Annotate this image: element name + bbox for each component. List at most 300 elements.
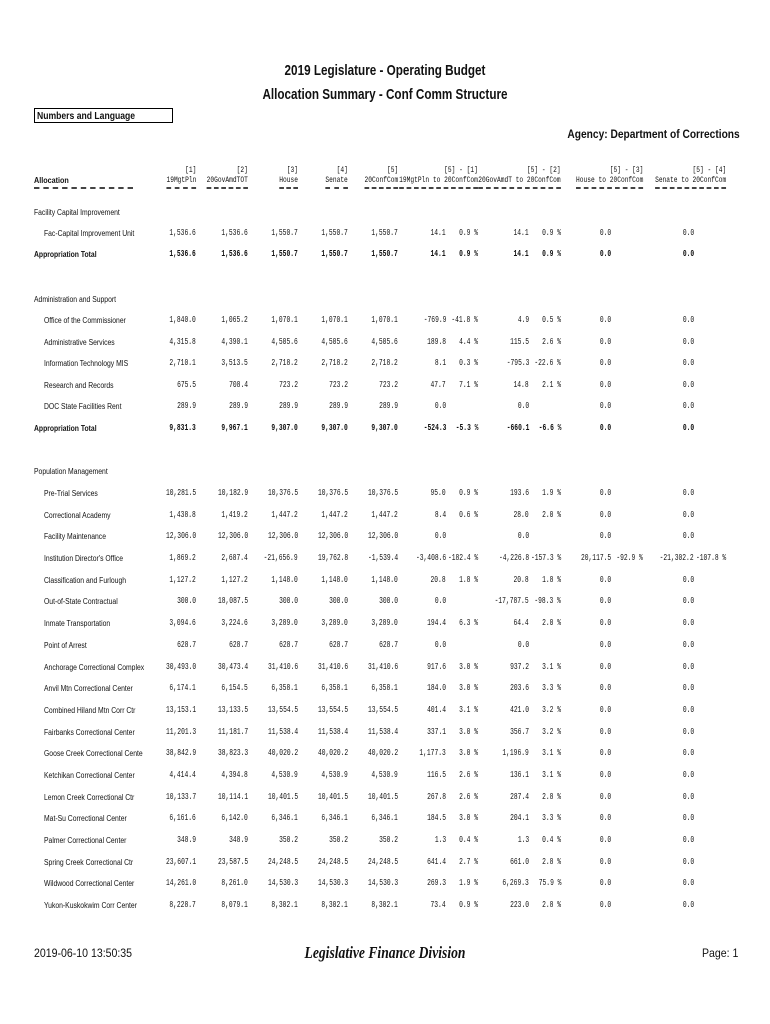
table-cell: 3.0 % bbox=[459, 813, 478, 823]
table-cell: 0.0 bbox=[682, 835, 694, 845]
table-cell: 10,401.5 bbox=[317, 792, 348, 802]
table-cell: 2.8 % bbox=[542, 900, 561, 910]
table-cell: 3.0 % bbox=[459, 748, 478, 758]
table-cell: 47.7 bbox=[430, 380, 446, 390]
table-cell: -524.3 bbox=[423, 423, 446, 433]
table-cell: 675.5 bbox=[177, 380, 196, 390]
table-cell: 0.0 bbox=[599, 249, 611, 259]
section-heading: Population Management bbox=[34, 467, 108, 476]
column-header bbox=[576, 166, 643, 189]
table-cell: -6.6 % bbox=[538, 423, 561, 433]
table-cell: -17,787.5 bbox=[494, 596, 529, 606]
table-cell: 0.0 bbox=[599, 228, 611, 238]
table-cell: 31,410.6 bbox=[367, 662, 398, 672]
table-cell: 6.3 % bbox=[459, 618, 478, 628]
table-cell: 12,306.0 bbox=[267, 531, 298, 541]
table-cell: 0.0 bbox=[599, 380, 611, 390]
table-cell: 0.0 bbox=[599, 618, 611, 628]
table-cell: 2.6 % bbox=[459, 770, 478, 780]
table-cell: 204.1 bbox=[510, 813, 529, 823]
table-cell: 0.0 bbox=[599, 792, 611, 802]
table-cell: 4,315.8 bbox=[169, 337, 196, 347]
table-cell: 337.1 bbox=[427, 727, 446, 737]
table-cell: 11,538.4 bbox=[267, 727, 298, 737]
table-cell: 4,390.1 bbox=[221, 337, 248, 347]
table-cell: 300.0 bbox=[177, 596, 196, 606]
table-cell: 4,505.6 bbox=[321, 337, 348, 347]
allocation-label: Mat-Su Correctional Center bbox=[44, 814, 127, 823]
table-cell: 0.9 % bbox=[459, 249, 478, 259]
table-cell: 0.0 bbox=[599, 423, 611, 433]
table-cell: 116.5 bbox=[427, 770, 446, 780]
table-cell: 1,196.9 bbox=[502, 748, 529, 758]
table-cell: 8,228.7 bbox=[169, 900, 196, 910]
appropriation-total-label: Appropriation Total bbox=[34, 250, 97, 259]
table-cell: 628.7 bbox=[229, 640, 248, 650]
table-cell: 1,869.2 bbox=[169, 553, 196, 563]
table-cell: 6,358.1 bbox=[321, 683, 348, 693]
table-cell: 4,505.6 bbox=[371, 337, 398, 347]
table-cell: 12,306.0 bbox=[367, 531, 398, 541]
table-cell: 0.0 bbox=[599, 770, 611, 780]
column-header bbox=[326, 166, 348, 189]
table-cell: 20,117.5 bbox=[580, 553, 611, 563]
table-cell: 350.2 bbox=[379, 835, 398, 845]
table-cell: 4,394.8 bbox=[221, 770, 248, 780]
table-cell: -157.3 % bbox=[530, 553, 561, 563]
table-cell: 13,153.1 bbox=[165, 705, 196, 715]
column-header bbox=[279, 166, 298, 189]
table-cell: 1.3 bbox=[434, 835, 446, 845]
table-cell: 30,493.0 bbox=[165, 662, 196, 672]
allocation-label: Anchorage Correctional Complex bbox=[44, 663, 145, 672]
table-cell: 10,376.5 bbox=[367, 488, 398, 498]
column-header-number: [1] bbox=[184, 166, 196, 175]
table-cell: 0.3 % bbox=[459, 358, 478, 368]
table-cell: 31,410.6 bbox=[317, 662, 348, 672]
table-cell: 18,087.5 bbox=[217, 596, 248, 606]
column-header bbox=[207, 166, 248, 189]
table-cell: 8,261.0 bbox=[221, 878, 248, 888]
table-cell: 9,307.0 bbox=[321, 423, 348, 433]
table-cell: 14,530.3 bbox=[267, 878, 298, 888]
table-cell: 136.1 bbox=[510, 770, 529, 780]
table-cell: 6,154.5 bbox=[221, 683, 248, 693]
table-cell: 223.0 bbox=[510, 900, 529, 910]
table-cell: 641.4 bbox=[427, 857, 446, 867]
table-cell: 6,346.1 bbox=[271, 813, 298, 823]
table-cell: 1,447.2 bbox=[321, 510, 348, 520]
table-cell: 203.6 bbox=[510, 683, 529, 693]
table-cell: 628.7 bbox=[379, 640, 398, 650]
table-cell: 0.0 bbox=[682, 748, 694, 758]
table-cell: 1,148.0 bbox=[321, 575, 348, 585]
allocation-label: DOC State Facilities Rent bbox=[44, 402, 122, 411]
table-cell: 0.0 bbox=[599, 337, 611, 347]
table-cell: 3.1 % bbox=[542, 748, 561, 758]
table-cell: 2.0 % bbox=[542, 618, 561, 628]
allocation-label: Inmate Transportation bbox=[44, 619, 111, 628]
table-cell: 184.5 bbox=[427, 813, 446, 823]
appropriation-total-label: Appropriation Total bbox=[34, 424, 97, 433]
table-cell: 1,536.6 bbox=[169, 228, 196, 238]
table-cell: 350.2 bbox=[279, 835, 298, 845]
table-cell: 40,020.2 bbox=[267, 748, 298, 758]
table-cell: 628.7 bbox=[177, 640, 196, 650]
table-cell: 1,550.7 bbox=[371, 249, 398, 259]
table-cell: -5.3 % bbox=[455, 423, 478, 433]
table-cell: 3.2 % bbox=[542, 727, 561, 737]
table-cell: 6,174.1 bbox=[169, 683, 196, 693]
table-cell: 0.0 bbox=[682, 488, 694, 498]
table-cell: 0.0 bbox=[599, 401, 611, 411]
table-cell: 0.0 bbox=[517, 640, 529, 650]
table-cell: 0.0 bbox=[599, 640, 611, 650]
table-cell: 2,687.4 bbox=[221, 553, 248, 563]
table-cell: 289.9 bbox=[177, 401, 196, 411]
allocation-label: Out-of-State Contractual bbox=[44, 597, 118, 606]
table-cell: 1,438.8 bbox=[169, 510, 196, 520]
allocation-label: Facility Maintenance bbox=[44, 532, 106, 541]
table-cell: 723.2 bbox=[329, 380, 348, 390]
column-header-number: [2] bbox=[236, 166, 248, 175]
table-cell: 2.1 % bbox=[542, 380, 561, 390]
table-cell: 4,530.9 bbox=[271, 770, 298, 780]
table-cell: 10,182.9 bbox=[217, 488, 248, 498]
footer-page-number: Page: 1 bbox=[701, 946, 738, 960]
table-cell: 287.4 bbox=[510, 792, 529, 802]
table-cell: 11,201.3 bbox=[165, 727, 196, 737]
table-cell: 1,550.7 bbox=[271, 228, 298, 238]
column-header-number: [5] - [4] bbox=[692, 166, 726, 175]
table-cell: 0.0 bbox=[599, 878, 611, 888]
table-cell: 24,248.5 bbox=[317, 857, 348, 867]
column-header bbox=[364, 166, 398, 189]
column-header-name: Senate bbox=[326, 176, 348, 189]
table-cell: -98.3 % bbox=[534, 596, 561, 606]
table-cell: 0.0 bbox=[682, 792, 694, 802]
table-cell: 13,554.5 bbox=[267, 705, 298, 715]
table-cell: 0.0 bbox=[599, 488, 611, 498]
table-cell: 1,536.6 bbox=[221, 249, 248, 259]
table-cell: 2,718.2 bbox=[271, 358, 298, 368]
table-cell: 0.0 bbox=[682, 705, 694, 715]
table-cell: 11,538.4 bbox=[367, 727, 398, 737]
table-cell: 4,530.9 bbox=[371, 770, 398, 780]
table-cell: 1,127.2 bbox=[221, 575, 248, 585]
column-header-number: [4] bbox=[336, 166, 348, 175]
column-header-number: [5] - [3] bbox=[609, 166, 643, 175]
table-cell: 0.0 bbox=[599, 705, 611, 715]
table-cell: 8.4 bbox=[434, 510, 446, 520]
table-cell: 12,306.0 bbox=[165, 531, 196, 541]
table-cell: 0.0 bbox=[599, 510, 611, 520]
table-cell: 6,358.1 bbox=[371, 683, 398, 693]
table-cell: 356.7 bbox=[510, 727, 529, 737]
table-cell: 708.4 bbox=[229, 380, 248, 390]
table-cell: 9,307.0 bbox=[371, 423, 398, 433]
table-cell: 917.6 bbox=[427, 662, 446, 672]
table-cell: 0.0 bbox=[682, 575, 694, 585]
column-header bbox=[399, 166, 478, 189]
column-header bbox=[166, 166, 196, 189]
table-cell: 0.0 bbox=[682, 249, 694, 259]
table-cell: 4,530.9 bbox=[321, 770, 348, 780]
table-cell: 3.0 % bbox=[459, 662, 478, 672]
table-cell: 937.2 bbox=[510, 662, 529, 672]
table-cell: 723.2 bbox=[379, 380, 398, 390]
table-cell: 7.1 % bbox=[459, 380, 478, 390]
allocation-column-header: Allocation bbox=[34, 176, 133, 189]
table-cell: 628.7 bbox=[329, 640, 348, 650]
table-cell: 0.9 % bbox=[459, 228, 478, 238]
table-cell: 14,530.3 bbox=[367, 878, 398, 888]
allocation-label: Institution Director's Office bbox=[44, 554, 124, 563]
column-header-number: [5] - [2] bbox=[527, 166, 561, 175]
table-cell: 0.0 bbox=[682, 401, 694, 411]
table-cell: 0.0 bbox=[599, 662, 611, 672]
table-cell: 421.0 bbox=[510, 705, 529, 715]
table-cell: 0.0 bbox=[599, 575, 611, 585]
table-cell: -660.1 bbox=[506, 423, 529, 433]
column-header bbox=[655, 166, 726, 189]
table-cell: -21,302.2 bbox=[659, 553, 694, 563]
table-cell: 0.0 bbox=[682, 228, 694, 238]
table-cell: 12,306.0 bbox=[317, 531, 348, 541]
table-cell: 0.0 bbox=[517, 401, 529, 411]
table-cell: 401.4 bbox=[427, 705, 446, 715]
table-cell: 0.0 bbox=[682, 510, 694, 520]
table-cell: 19,762.8 bbox=[317, 553, 348, 563]
table-cell: 2,718.2 bbox=[321, 358, 348, 368]
table-cell: 6,142.0 bbox=[221, 813, 248, 823]
table-cell: 28.0 bbox=[513, 510, 529, 520]
table-cell: 3.0 % bbox=[459, 727, 478, 737]
table-cell: 0.0 bbox=[682, 380, 694, 390]
allocation-label: Spring Creek Correctional Ctr bbox=[44, 858, 134, 867]
table-cell: 0.0 bbox=[599, 900, 611, 910]
table-cell: 23,587.5 bbox=[217, 857, 248, 867]
table-cell: 14.8 bbox=[513, 380, 529, 390]
allocation-label: Wildwood Correctional Center bbox=[44, 879, 135, 888]
table-cell: 1.9 % bbox=[542, 488, 561, 498]
table-cell: 24,248.5 bbox=[267, 857, 298, 867]
section-heading: Facility Capital Improvement bbox=[34, 208, 120, 217]
table-cell: 8,302.1 bbox=[271, 900, 298, 910]
table-cell: 14.1 bbox=[430, 228, 446, 238]
table-cell: 14,261.0 bbox=[165, 878, 196, 888]
table-cell: -21,656.9 bbox=[263, 553, 298, 563]
table-cell: 40,020.2 bbox=[317, 748, 348, 758]
table-cell: 1,536.6 bbox=[221, 228, 248, 238]
table-cell: 1,177.3 bbox=[419, 748, 446, 758]
table-cell: 300.0 bbox=[279, 596, 298, 606]
table-cell: 0.0 bbox=[599, 835, 611, 845]
allocation-label: Goose Creek Correctional Cente bbox=[44, 749, 143, 758]
table-cell: 1.3 bbox=[517, 835, 529, 845]
numbers-language-box bbox=[34, 108, 173, 123]
table-cell: 3.2 % bbox=[542, 705, 561, 715]
table-cell: 1.9 % bbox=[459, 878, 478, 888]
table-cell: 2.8 % bbox=[542, 857, 561, 867]
table-cell: 0.0 bbox=[517, 531, 529, 541]
table-cell: 1,550.7 bbox=[321, 228, 348, 238]
column-header bbox=[479, 166, 561, 189]
table-cell: 12,306.0 bbox=[217, 531, 248, 541]
allocation-label: Fairbanks Correctional Center bbox=[44, 728, 135, 737]
table-cell: 13,133.5 bbox=[217, 705, 248, 715]
table-cell: 661.0 bbox=[510, 857, 529, 867]
table-cell: 75.9 % bbox=[538, 878, 561, 888]
table-cell: 193.6 bbox=[510, 488, 529, 498]
table-cell: 3.1 % bbox=[542, 662, 561, 672]
table-cell: 1.8 % bbox=[542, 575, 561, 585]
table-cell: 267.8 bbox=[427, 792, 446, 802]
table-cell: 300.0 bbox=[379, 596, 398, 606]
column-header-name: 19MgtPln to 20ConfCom bbox=[399, 176, 478, 189]
table-cell: 0.4 % bbox=[542, 835, 561, 845]
table-cell: 10,281.5 bbox=[165, 488, 196, 498]
table-cell: 0.0 bbox=[434, 596, 446, 606]
allocation-label: Fac-Capital Improvement Unit bbox=[44, 229, 135, 238]
table-cell: 0.0 bbox=[682, 531, 694, 541]
footer-division: Legislative Finance Division bbox=[304, 943, 466, 962]
table-cell: 8,079.1 bbox=[221, 900, 248, 910]
table-cell: 3,289.0 bbox=[321, 618, 348, 628]
table-cell: 0.0 bbox=[682, 423, 694, 433]
report-title: 2019 Legislature - Operating Budget bbox=[284, 62, 486, 79]
table-cell: 0.0 bbox=[682, 662, 694, 672]
table-cell: 0.0 bbox=[599, 315, 611, 325]
table-cell: 3.1 % bbox=[542, 770, 561, 780]
table-cell: 0.0 bbox=[682, 727, 694, 737]
table-cell: 2.8 % bbox=[542, 792, 561, 802]
table-cell: 38,823.3 bbox=[217, 748, 248, 758]
table-cell: -22.6 % bbox=[534, 358, 561, 368]
table-cell: 0.0 bbox=[682, 640, 694, 650]
table-cell: 348.9 bbox=[229, 835, 248, 845]
table-cell: 1,070.1 bbox=[321, 315, 348, 325]
table-cell: 0.9 % bbox=[542, 228, 561, 238]
table-cell: 14.1 bbox=[430, 249, 446, 259]
report-subtitle: Allocation Summary - Conf Comm Structure bbox=[262, 86, 508, 103]
table-cell: 6,358.1 bbox=[271, 683, 298, 693]
allocation-label: Palmer Correctional Center bbox=[44, 836, 127, 845]
allocation-label: Pre-Trial Services bbox=[44, 489, 98, 498]
allocation-label: Anvil Mtn Correctional Center bbox=[44, 684, 133, 693]
table-cell: -41.8 % bbox=[451, 315, 478, 325]
table-cell: 0.0 bbox=[682, 358, 694, 368]
table-cell: 184.0 bbox=[427, 683, 446, 693]
table-cell: -182.4 % bbox=[447, 553, 478, 563]
allocation-label: Lemon Creek Correctional Ctr bbox=[44, 793, 135, 802]
footer-datetime: 2019-06-10 13:50:35 bbox=[34, 946, 133, 960]
column-header-name: 19MgtPln bbox=[166, 176, 196, 189]
table-cell: 3.0 % bbox=[459, 683, 478, 693]
table-cell: 10,401.5 bbox=[267, 792, 298, 802]
table-cell: 1,127.2 bbox=[169, 575, 196, 585]
table-cell: 0.0 bbox=[682, 618, 694, 628]
table-cell: 10,376.5 bbox=[317, 488, 348, 498]
table-cell: -3,408.6 bbox=[415, 553, 446, 563]
table-cell: 3.3 % bbox=[542, 683, 561, 693]
table-cell: 20.8 bbox=[430, 575, 446, 585]
table-cell: 2.0 % bbox=[542, 510, 561, 520]
table-cell: 10,401.5 bbox=[367, 792, 398, 802]
table-cell: 6,161.6 bbox=[169, 813, 196, 823]
table-cell: 0.0 bbox=[599, 596, 611, 606]
table-cell: 3.1 % bbox=[459, 705, 478, 715]
table-cell: 2,718.2 bbox=[371, 358, 398, 368]
table-cell: 0.0 bbox=[682, 315, 694, 325]
numbers-language-label: Numbers and Language bbox=[37, 110, 136, 122]
table-cell: 0.0 bbox=[434, 401, 446, 411]
table-cell: 13,554.5 bbox=[367, 705, 398, 715]
table-cell: 10,376.5 bbox=[267, 488, 298, 498]
allocation-label: Point of Arrest bbox=[44, 641, 87, 650]
column-header-name: 20GovAmdTOT bbox=[207, 176, 248, 189]
column-header-name: House bbox=[279, 176, 298, 189]
table-cell: 3,094.6 bbox=[169, 618, 196, 628]
table-cell: 0.6 % bbox=[459, 510, 478, 520]
table-cell: 10,133.7 bbox=[165, 792, 196, 802]
allocation-label: Correctional Academy bbox=[44, 511, 111, 520]
table-cell: 1,550.7 bbox=[321, 249, 348, 259]
table-cell: 1,447.2 bbox=[271, 510, 298, 520]
allocation-label: Classification and Furlough bbox=[44, 576, 127, 585]
table-cell: 6,346.1 bbox=[371, 813, 398, 823]
table-cell: 0.0 bbox=[682, 596, 694, 606]
allocation-label: Administrative Services bbox=[44, 338, 115, 347]
column-header-number: [3] bbox=[286, 166, 298, 175]
table-cell: 9,967.1 bbox=[221, 423, 248, 433]
table-cell: 2.6 % bbox=[459, 792, 478, 802]
table-cell: 0.4 % bbox=[459, 835, 478, 845]
table-cell: 11,181.7 bbox=[217, 727, 248, 737]
table-cell: 289.9 bbox=[379, 401, 398, 411]
column-header-number: [5] - [1] bbox=[444, 166, 478, 175]
table-cell: 30,473.4 bbox=[217, 662, 248, 672]
table-cell: 2.6 % bbox=[542, 337, 561, 347]
table-cell: 14,530.3 bbox=[317, 878, 348, 888]
table-cell: 0.0 bbox=[434, 531, 446, 541]
table-cell: 0.5 % bbox=[542, 315, 561, 325]
table-cell: 3,224.6 bbox=[221, 618, 248, 628]
table-cell: 628.7 bbox=[279, 640, 298, 650]
table-cell: 14.1 bbox=[513, 249, 529, 259]
table-cell: -92.9 % bbox=[616, 553, 643, 563]
table-cell: 0.9 % bbox=[459, 900, 478, 910]
table-cell: 0.9 % bbox=[542, 249, 561, 259]
table-cell: 8,302.1 bbox=[321, 900, 348, 910]
table-cell: 0.0 bbox=[434, 640, 446, 650]
table-cell: 95.0 bbox=[430, 488, 446, 498]
table-cell: 1,070.1 bbox=[371, 315, 398, 325]
table-cell: 1,148.0 bbox=[371, 575, 398, 585]
allocation-label: Combined Hiland Mtn Corr Ctr bbox=[44, 706, 136, 715]
table-cell: 115.5 bbox=[510, 337, 529, 347]
table-cell: 0.9 % bbox=[459, 488, 478, 498]
table-cell: -769.9 bbox=[423, 315, 446, 325]
column-header-name: 20ConfCom bbox=[364, 176, 398, 189]
table-cell: 289.9 bbox=[329, 401, 348, 411]
table-cell: 2,710.1 bbox=[169, 358, 196, 368]
table-cell: 0.0 bbox=[599, 813, 611, 823]
table-cell: 38,842.9 bbox=[165, 748, 196, 758]
table-cell: 4,414.4 bbox=[169, 770, 196, 780]
table-cell: 0.0 bbox=[682, 683, 694, 693]
table-cell: 350.2 bbox=[329, 835, 348, 845]
